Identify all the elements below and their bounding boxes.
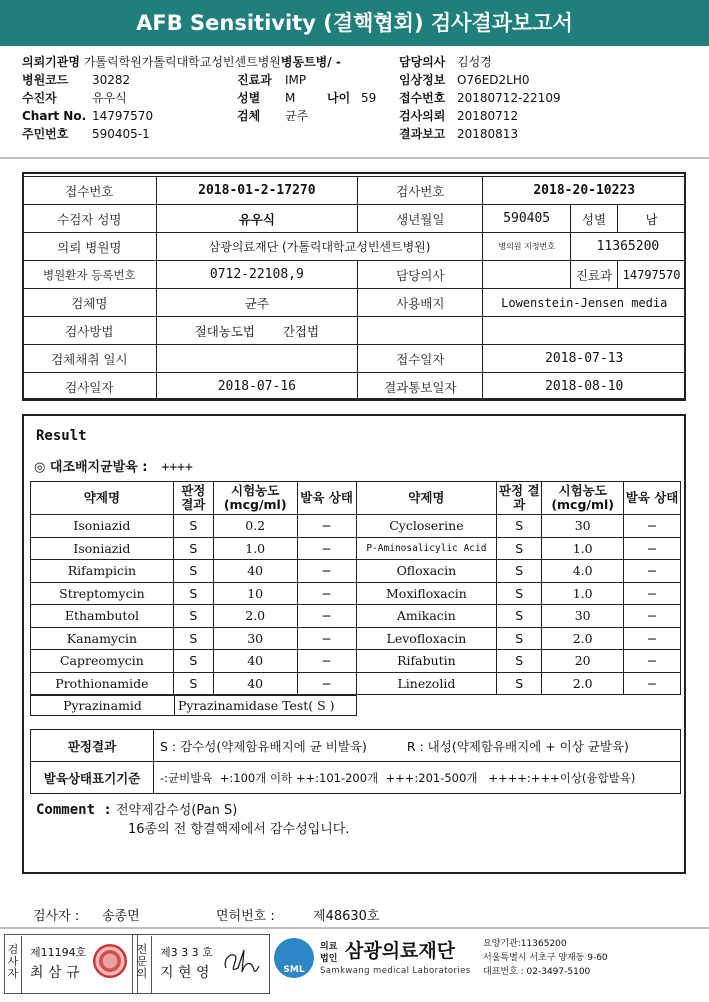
receipt-date-value: 2018-07-13 <box>483 345 686 373</box>
drug-table <box>30 481 681 695</box>
addr-line3: 대표번호 : 02-3497-5100 <box>483 967 591 977</box>
drug-result-right: S <box>497 560 542 583</box>
doctor-value: 김성경 <box>457 55 492 69</box>
drug-growth-right: − <box>624 515 681 538</box>
header-mid <box>237 71 376 125</box>
sex-label: 성별 <box>237 91 261 105</box>
specimen-name-label: 검체명 <box>23 289 157 317</box>
pyrazinamid-result: Pyrazinamidase Test( S ) <box>175 696 357 716</box>
drug-row <box>31 560 681 583</box>
hospital-code-value: 30282 <box>92 73 131 87</box>
col-growth-left: 발육 상태 <box>297 482 356 515</box>
drug-growth-left: − <box>297 537 356 560</box>
drug-name-right: Rifabutin <box>356 650 497 673</box>
drug-conc-left: 30 <box>213 627 297 650</box>
drug-conc-left: 2.0 <box>213 605 297 628</box>
box1-name: 최 삼 규 <box>30 965 80 981</box>
drug-conc-right: 2.0 <box>542 627 624 650</box>
hospital-code-value2: 11365200 <box>570 233 685 261</box>
box1-vertical: 검사자 <box>7 943 19 980</box>
judge-text <box>154 730 681 762</box>
patient-label: 수진자 <box>22 91 57 105</box>
drug-result-right: S <box>497 537 542 560</box>
request-label: 검사의뢰 <box>399 109 446 123</box>
hospital-name-value: 삼광의료재단 (가톨릭대학교성빈센트병원) <box>156 233 483 261</box>
drug-conc-left: 0.2 <box>213 515 297 538</box>
drug-result-right: S <box>497 582 542 605</box>
method-empty-2 <box>483 317 686 345</box>
drug-row <box>31 582 681 605</box>
dob-value: 590405 <box>483 205 570 233</box>
pyrazinamid-row <box>30 695 357 716</box>
method-2: 간접법 <box>282 323 320 339</box>
drug-conc-left: 1.0 <box>213 537 297 560</box>
hospital-name-label: 의뢰 병원명 <box>23 233 157 261</box>
drug-result-left: S <box>173 515 213 538</box>
test-no-label: 검사번호 <box>358 177 483 205</box>
drug-growth-right: − <box>624 582 681 605</box>
test-date-value: 2018-07-16 <box>156 373 357 401</box>
license-label: 면허번호 : <box>216 909 275 924</box>
drug-conc-right: 1.0 <box>542 582 624 605</box>
drug-growth-right: − <box>624 560 681 583</box>
drug-conc-left: 40 <box>213 672 297 695</box>
drug-conc-left: 40 <box>213 560 297 583</box>
logo-name: 삼광의료재단 <box>345 940 456 962</box>
sex-value: M <box>285 91 296 105</box>
name-label: 수검자 성명 <box>23 205 157 233</box>
result-title: Result <box>36 428 87 444</box>
drug-name-left: Streptomycin <box>31 582 174 605</box>
drug-name-right: Moxifloxacin <box>356 582 497 605</box>
drug-result-left: S <box>173 672 213 695</box>
collection-value <box>156 345 357 373</box>
attending-doctor-value <box>483 261 570 289</box>
comment-line1: 전약제감수성(Pan S) <box>116 803 238 818</box>
drug-growth-right: − <box>624 627 681 650</box>
drug-name-right: Levofloxacin <box>356 627 497 650</box>
drug-result-left: S <box>173 537 213 560</box>
drug-conc-right: 20 <box>542 650 624 673</box>
logo-english: Samkwang medical Laboratories <box>320 966 471 976</box>
method-label: 검사방법 <box>23 317 157 345</box>
drug-name-right: P-Aminosalicylic Acid <box>356 537 497 560</box>
drug-name-left: Rifampicin <box>31 560 174 583</box>
notify-date-label: 결과통보일자 <box>358 373 483 401</box>
report-label: 결과보고 <box>399 127 446 141</box>
collection-label: 검체채취 일시 <box>23 345 157 373</box>
drug-result-right: S <box>497 650 542 673</box>
name-value: 유우식 <box>156 205 357 233</box>
drug-growth-right: − <box>624 672 681 695</box>
drug-name-right: Cycloserine <box>356 515 497 538</box>
drug-result-left: S <box>173 627 213 650</box>
signature-icon <box>220 944 260 980</box>
doctor-label: 담당의사 <box>399 55 446 69</box>
tester-label: 검사자 : <box>33 909 80 924</box>
comment-block <box>36 801 349 839</box>
registration-label: 병원환자 등록번호 <box>23 261 157 289</box>
drug-growth-left: − <box>297 672 356 695</box>
drug-result-left: S <box>173 582 213 605</box>
hospital-value: 가톨릭학원가톨릭대학교성빈센트병원 <box>83 55 281 69</box>
specimen-value: 균주 <box>285 109 309 123</box>
receipt-no-label: 접수번호 <box>23 177 157 205</box>
test-no-value: 2018-20-10223 <box>483 177 686 205</box>
tester-name: 송종면 <box>102 909 140 924</box>
col-conc-right: 시험농도 (mcg/ml) <box>542 482 624 515</box>
drug-growth-left: − <box>297 560 356 583</box>
growth-text: -:균비발육 +:100개 이하 ++:101-200개 +++:201-500개 ++++:+++이상(융합발육) <box>154 762 681 794</box>
control-label: ◎ 대조배지균발육 : <box>34 460 148 475</box>
drug-name-left: Isoniazid <box>31 537 174 560</box>
drug-result-left: S <box>173 605 213 628</box>
col-growth-right: 발육 상태 <box>624 482 681 515</box>
info-dept-value: 14797570 <box>618 261 686 289</box>
comment-line2: 16종의 전 항결핵제에서 감수성입니다. <box>128 822 350 837</box>
drug-name-right: Ofloxacin <box>356 560 497 583</box>
header-divider <box>0 157 709 159</box>
judge-label: 판정결과 <box>31 730 154 762</box>
request-value: 20180712 <box>457 109 519 123</box>
ward-value: 병동트병/ - <box>280 55 341 69</box>
col-conc-left: 시험농도 (mcg/ml) <box>213 482 297 515</box>
box2-number: 제3 3 3 호 <box>160 946 213 959</box>
drug-conc-right: 30 <box>542 605 624 628</box>
judge-r: R : 내성(약제함유배지에 + 이상 균발육) <box>406 738 629 754</box>
drug-result-left: S <box>173 560 213 583</box>
media-value: Lowenstein-Jensen media <box>483 289 686 317</box>
drug-result-right: S <box>497 515 542 538</box>
license-value: 제48630호 <box>313 909 380 924</box>
drug-growth-right: − <box>624 605 681 628</box>
age-label: 나이 <box>327 91 351 105</box>
info-sex-label: 성별 <box>570 205 617 233</box>
drug-name-left: Ethambutol <box>31 605 174 628</box>
drug-growth-right: − <box>624 537 681 560</box>
drug-name-left: Capreomycin <box>31 650 174 673</box>
dept-value: IMP <box>285 73 307 87</box>
info-dept-label: 진료과 <box>570 261 617 289</box>
drug-conc-right: 2.0 <box>542 672 624 695</box>
drug-result-left: S <box>173 650 213 673</box>
chart-no-label: Chart No. <box>22 109 87 123</box>
sml-logo-icon <box>274 938 314 978</box>
drug-growth-left: − <box>297 650 356 673</box>
specimen-name-value: 균주 <box>156 289 357 317</box>
judge-s: S : 감수성(약제함유배지에 균 비발육) <box>160 738 367 754</box>
attending-doctor-label: 담당의사 <box>358 261 483 289</box>
test-date-label: 검사일자 <box>23 373 157 401</box>
drug-growth-left: − <box>297 627 356 650</box>
col-result-right: 판정 결과 <box>497 482 542 515</box>
notify-date-value: 2018-08-10 <box>483 373 686 401</box>
control-value: ++++ <box>161 460 193 475</box>
control-growth <box>34 456 193 475</box>
drug-name-left: Prothionamide <box>31 672 174 695</box>
method-empty-1 <box>358 317 483 345</box>
footer-divider <box>0 927 709 929</box>
drug-row <box>31 515 681 538</box>
dob-label: 생년월일 <box>358 205 483 233</box>
addr-line1: 요양기관:11365200 <box>483 939 567 949</box>
method-1: 절대농도법 <box>194 323 256 339</box>
drug-conc-left: 10 <box>213 582 297 605</box>
drug-name-left: Isoniazid <box>31 515 174 538</box>
receipt-value: 20180712-22109 <box>457 91 561 105</box>
method-value <box>156 317 357 345</box>
drug-row <box>31 627 681 650</box>
drug-result-right: S <box>497 605 542 628</box>
drug-growth-left: − <box>297 515 356 538</box>
box2-vertical: 전문의 <box>136 943 148 980</box>
hospital-label: 의뢰기관명 <box>22 55 80 69</box>
drug-result-right: S <box>497 672 542 695</box>
drug-growth-left: − <box>297 582 356 605</box>
chart-no-value: 14797570 <box>92 109 154 123</box>
col-drug-right: 약제명 <box>356 482 497 515</box>
address-block <box>483 937 608 979</box>
drug-conc-right: 1.0 <box>542 537 624 560</box>
media-label: 사용배지 <box>358 289 483 317</box>
header-right <box>399 53 561 143</box>
drug-name-left: Kanamycin <box>31 627 174 650</box>
hospital-code-label: 병원코드 <box>22 73 69 87</box>
clinical-info-label: 임상정보 <box>399 73 446 87</box>
info-sex-value: 남 <box>618 205 686 233</box>
drug-row <box>31 537 681 560</box>
specimen-label: 검체 <box>237 109 261 123</box>
drug-name-right: Amikacin <box>356 605 497 628</box>
pyrazinamid-drug: Pyrazinamid <box>31 696 175 716</box>
drug-conc-right: 30 <box>542 515 624 538</box>
dept-label: 진료과 <box>237 73 272 87</box>
age-value: 59 <box>361 91 377 105</box>
receipt-no-value: 2018-01-2-17270 <box>156 177 357 205</box>
legend-table <box>30 729 681 794</box>
drug-growth-left: − <box>297 605 356 628</box>
drug-row <box>31 650 681 673</box>
comment-label: Comment : <box>36 802 112 818</box>
drug-conc-right: 4.0 <box>542 560 624 583</box>
patient-value: 유우식 <box>92 91 127 105</box>
col-result-left: 판정 결과 <box>173 482 213 515</box>
hospital-code-label2: 병의원 지정번호 <box>483 233 570 261</box>
resident-no-label: 주민번호 <box>22 127 69 141</box>
drug-growth-right: − <box>624 650 681 673</box>
receipt-date-label: 접수일자 <box>358 345 483 373</box>
logo-circle-text: SML <box>283 965 305 975</box>
logo-small1: 의료 <box>320 942 338 952</box>
addr-line2: 서울특별시 서초구 양재동 9-60 <box>483 953 608 963</box>
box1-number: 제11194호 <box>30 946 87 959</box>
logo-small2: 법인 <box>320 954 338 964</box>
resident-no-value: 590405-1 <box>92 127 150 141</box>
drug-conc-left: 40 <box>213 650 297 673</box>
drug-row <box>31 672 681 695</box>
col-drug-left: 약제명 <box>31 482 174 515</box>
seal-icon <box>93 944 127 978</box>
drug-name-right: Linezolid <box>356 672 497 695</box>
report-value: 20180813 <box>457 127 519 141</box>
drug-result-right: S <box>497 627 542 650</box>
receipt-label: 접수번호 <box>399 91 446 105</box>
report-title: AFB Sensitivity (결핵협회) 검사결과보고서 <box>0 0 709 46</box>
box2-name: 지 현 영 <box>160 965 210 981</box>
patient-info-table <box>22 176 686 401</box>
drug-row <box>31 605 681 628</box>
clinical-info-value: O76ED2LH0 <box>457 73 530 87</box>
growth-label: 발육상태표기기준 <box>31 762 154 794</box>
registration-value: 0712-22108,9 <box>156 261 357 289</box>
